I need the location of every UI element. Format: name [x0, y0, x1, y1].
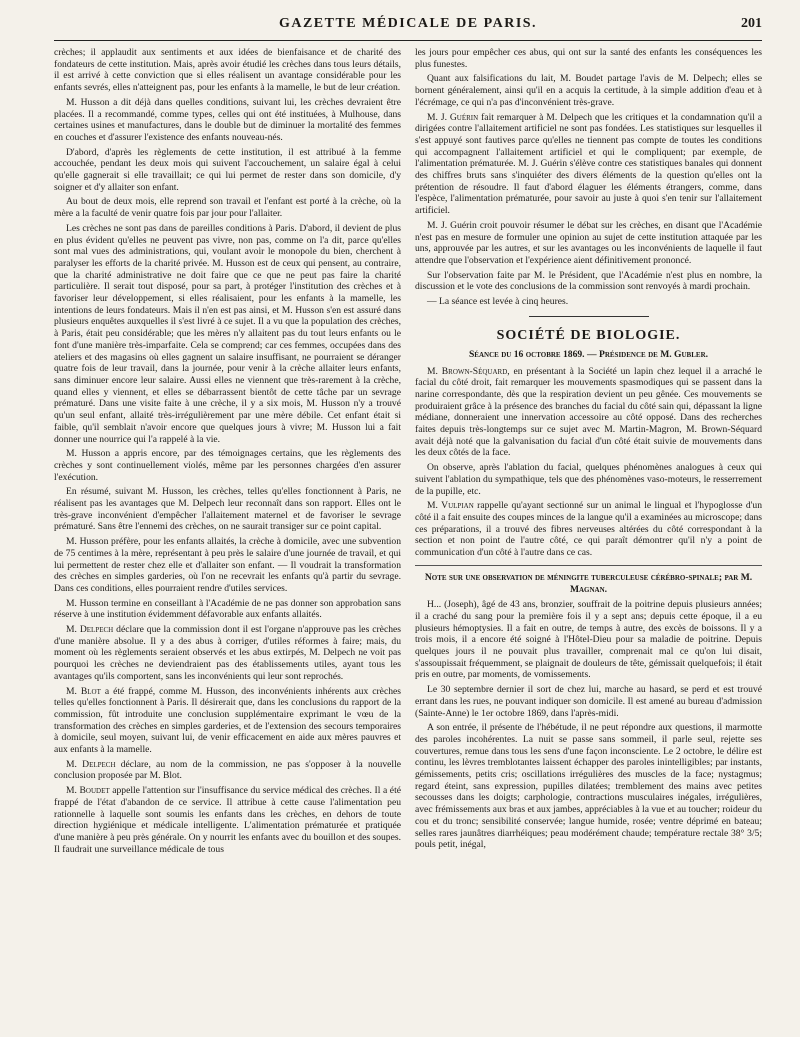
paragraph: M. Husson préfère, pour les enfants allaités, la crèche à domicile, avec une subvention de 75 centimes à la mère, représentant à peu près le salaire d'une journée de travail, et qui lui permettent de rester chez elle et d'allaiter son enfant. — Il voudrait la transformation des crèches en simples garderies, où l'on ne recevrait les enfants qu'à partir du sevrage. Dans ces conditions, elles pourraient rendre d'utiles services.	[54, 536, 401, 594]
right-column	[415, 47, 762, 1037]
session-heading: Séance du 16 octobre 1869. — Présidence de M. Gubler.	[468, 348, 709, 360]
paragraph: Le 30 septembre dernier il sort de chez lui, marche au hasard, se perd et est trouvé errant dans les rues, ne pouvant indiquer son domicile. Il est amené au bureau d'admission (Sainte-Anne) le 1er octobre 1869, dans l'après-midi.	[415, 684, 762, 719]
paragraph: A son entrée, il présente de l'hébétude, il ne peut répondre aux questions, il marmotte des paroles incohérentes. La nuit se passe sans sommeil, il parle seul, rejette ses couvertures, remue dans tous les sens d'une façon inconsciente. Le 2 octobre, le délire est continu, les lèvres tremblotantes laissent échapper des paroles inintelligibles; par instants, gémissements, petits cris; oscillations irrégulières des muscles de la face; nystagmus; regard éteint, sans expression, pupilles dilatées; tremblement des mains avec petites secousses dans les doigts; carphologie, contractions musculaires inégales, irrégulières, avec frémissements aux bras et aux jambes, appréciables à la vue et au toucher; roideur du cou et du tronc; sensibilité conservée; langue humide, rosée; ventre déprimé en bateau; selles rares jaunâtres diarrhéiques; peau modérément chaude; température rectale 38° 3/5; pouls petit, inégal,	[415, 722, 762, 851]
paragraph-text: , en présentant à la Société un lapin chez lequel il a arraché le facial du côté droit, fait remarquer les mouvements spasmodiques qui se passent dans la narine correspondante, dès que la respiration devient un peu gênée. Ces mouvements se produiraient grâce à la présence des branches du facial du côté sain qui, dépassant la ligne médiane, donneraient une innervation accessoire au côté opposé. Dans des recherches faites depuis très-longtemps sur ce sujet avec M. Martin-Magron, M. Brown-Séquard avait déjà noté que la galvanisation du facial d'un côté était suivie de mouvements dans les deux côtés de la face.	[415, 365, 762, 459]
paragraph-text: déclare que la commission dont il est l'organe n'approuve pas les crèches d'une manière absolue. Il y a des abus à corriger, d'utiles réformes à faire; mais, du moment où les règlements seraient observés et les abus extirpés, M. Delpech ne voit pas pourquoi les crèches ne deviendraient pas des établissements utiles, ayant tous les avantages qu'ils comportent, sans les inconvénients qui leur sont reprochés.	[54, 624, 401, 682]
speaker-name: M. Blot	[66, 685, 101, 697]
section-heading: SOCIÉTÉ DE BIOLOGIE.	[496, 327, 681, 343]
speaker-name: M. Delpech	[66, 758, 116, 770]
paragraph-text: fait remarquer à M. Delpech que les critiques et la condamnation qu'il a dirigées contre l'allaitement artificiel ne sont pas fondées. Les statistiques sur lesquelles il s'est appuyé sont fautives parce qu'elles ne tiennent pas compte de toutes les conditions qui accompagnent l'allaitement artificiel et qui le compliquent; par exemple, de l'alimentation prématurée. M. J. Guérin s'élève contre ces statistiques banales qui donnent des chiffres bruts sans s'inquiéter des divers éléments de la question qu'elles ont la prétention de résoudre. Il faut d'abord élaguer les éléments étrangers, comme, dans l'espèce, l'alimentation prématurée, pour savoir au juste à quoi s'en tenir sur l'allaitement artificiel.	[415, 111, 762, 217]
paragraph-text: déclare, au nom de la commission, ne pas s'opposer à la nouvelle conclusion proposée par M. Blot.	[54, 758, 401, 782]
paragraph	[54, 624, 401, 683]
paragraph: H... (Joseph), âgé de 43 ans, bronzier, souffrait de la poitrine depuis plusieurs années; il a craché du sang pour la première fois il y a sept ans; depuis cette époque, il a eu plusieurs hémoptysies. Il a fait en outre, de temps à autre, des excès de boissons. Il y a trois mois, il a encore été soigné à l'Hôtel-Dieu pour sa maladie de poitrine. Depuis quelques jours il ne pouvait plus travailler, comprenait mal ce qu'on lui disait, s'assoupissait fréquemment, se plaignait de douleurs de tête, gémissait quelquefois; il était pris en outre, par moments, de vomissements.	[415, 599, 762, 681]
speaker-name: M. Delpech	[66, 624, 114, 636]
page-number: 201	[741, 16, 762, 31]
section-divider	[529, 316, 649, 317]
paragraph-text: appelle l'attention sur l'insuffisance du service médical des crèches. Il a été frappé de l'état d'abandon de ce service. Il attribue à cette cause l'alimentation peu rationnelle à laquelle sont soumis les enfants dans les crèches, en dehors de toute direction hygiénique et médicale intelligente. L'alimentation prématurée et pratiquée d'une manière à peu près générale. On y nourrit les enfants avec du bouillon et des soupes. Il faudrait une surveillance médicale de tous	[54, 785, 401, 855]
paragraph: M. J. Guérin croit pouvoir résumer le débat sur les crèches, en disant que l'Académie n'est pas en mesure de formuler une opinion au sujet de cette institution attaquée par les uns, approuvée par les autres, et sur les avantages ou les inconvénients de laquelle il faut attendre que l'observation et l'expérience aient définitivement prononcé.	[415, 219, 762, 266]
speaker-name: M. Vulpian	[427, 500, 474, 512]
paragraph: Sur l'observation faite par M. le Président, que l'Académie n'est plus en nombre, la discussion et le vote des conclusions de la commission sont renvoyés à mardi prochain.	[415, 269, 762, 293]
text-columns	[54, 47, 762, 1037]
paragraph	[54, 785, 401, 855]
note-heading: Note sur une observation de méningite tuberculeuse cérébro-spinale; par M. Magnan.	[424, 571, 753, 595]
paragraph	[54, 759, 401, 782]
paragraph: Les crèches ne sont pas dans de pareilles conditions à Paris. D'abord, il devient de plus en plus évident qu'elles ne peuvent pas vivre, non pas, comme on l'a dit, parce qu'elles sont mal vues des administrations, qui, voulant avoir le monopole du bien, cherchent à paralyser les efforts de la charité privée. M. Husson est de ceux qui pensent, au contraire, que la charité administrative ne doit faire que ce que ne peut pas faire la charité particulière. Il serait tout disposé, pour sa part, à protéger l'institution des crèches et à favoriser leur développement, si elles réalisaient, pour les enfants à la mamelle, les intentions de leurs fondateurs. Mais il n'en est pas ainsi, et M. Husson s'en est assuré dans plusieurs enquêtes auxquelles il s'est livré à ce sujet. Il a vu que la population des crèches, à Paris, était peu considérable; que les mères n'y allaitent pas du tout leurs enfants ou le font d'une manière très-imparfaite. Cela se comprend; car ces femmes, occupées dans des ateliers et des magasins où elles gagnent un salaire insuffisant, ne pourraient se déranger quatre fois de leur travail, dans la journée, pour venir à la crèche allaiter leurs enfants, sans diminuer encore leur salaire. Aussi elles ne viennent que très-rarement à la crèche, quand elles y viennent, et elles se débarrassent bientôt de cette tâche par un sevrage prématuré. Dans une visite faite à une crèche, il y a six mois, M. Husson n'y a trouvé qu'un seul enfant, allaité très-irrégulièrement par une mère débile. Cet enfant était si faible, qu'il semblait n'avoir encore que quelques jours à vivre; M. Husson lui a fait donner une nourrice qui l'a rappelé à la vie.	[54, 222, 401, 445]
paragraph: Au bout de deux mois, elle reprend son travail et l'enfant est porté à la crèche, où la mère a la faculté de venir quatre fois par jour pour l'allaiter.	[54, 196, 401, 220]
session-end-note: — La séance est levée à cinq heures.	[427, 296, 569, 308]
paragraph: M. Husson a dit déjà dans quelles conditions, suivant lui, les crèches devraient être placées. Il a recommandé, comme types, celles qui ont été instituées, à Mulhouse, dans certaines usines et manufactures, dans le double but de diminuer la mortalité des femmes en couches et d'assurer l'existence des enfants nouveau-nés.	[54, 96, 401, 143]
paragraph: crèches; il applaudit aux sentiments et aux idées de bienfaisance et de charité des fondateurs de cette institution. Mais, après avoir étudié les crèches dans tous leurs détails, il est arrivé à cette conviction que si elles réalisent un avantage considérable pour les enfants sevrés, elles n'atteignent pas, pour les enfants à la mamelle, le but de leur création.	[54, 47, 401, 94]
paragraph	[415, 112, 762, 217]
paragraph	[415, 366, 762, 460]
paragraph: les jours pour empêcher ces abus, qui ont sur la santé des enfants les conséquences les plus funestes.	[415, 47, 762, 70]
journal-title: GAZETTE MÉDICALE DE PARIS.	[278, 16, 538, 31]
paragraph	[54, 686, 401, 756]
page-header	[54, 14, 762, 41]
paragraph: M. Husson termine en conseillant à l'Académie de ne pas donner son approbation sans réserve à une institution évidemment défavorable aux enfants allaités.	[54, 597, 401, 621]
paragraph: En résumé, suivant M. Husson, les crèches, telles qu'elles fonctionnent à Paris, ne réalisent pas les avantages que M. Delpech leur reconnaît dans son rapport. Elles ont le très-grave inconvénient d'empêcher l'allaitement maternel et de favoriser le sevrage prématuré. Sans être l'ennemi des crèches, on ne saurait transiger sur ce point capital.	[54, 486, 401, 533]
paragraph-text: rappelle qu'ayant sectionné sur un animal le lingual et l'hypoglosse d'un côté il a fait ensuite des coupes minces de la langue qu'il a examinées au microscope; dans ces préparations, il a trouvé des fibres nerveuses altérées du côté correspondant à la section et non point de l'autre côté, ce qui paraît démontrer qu'il n'y a point de communication d'un côté à l'autre dans ce cas.	[415, 500, 762, 559]
paragraph-text: a été frappé, comme M. Husson, des inconvénients inhérents aux crèches telles qu'elles fonctionnent à Paris. Il désirerait que, dans les conclusions du rapport de la commission, fût introduite une conclusion supplémentaire exprimant le vœu de la transformation des crèches en simples garderies, et de l'extension des secours temporaires à domicile, seul moyen, suivant lui, de venir efficacement en aide aux mères pauvres et aux enfants à la mamelle.	[54, 685, 401, 756]
paragraph	[415, 500, 762, 559]
paragraph: On observe, après l'ablation du facial, quelques phénomènes analogues à ceux qui suivent l'ablation du sympathique, tels que des phénomènes vaso-moteurs, le resserrement de la pupille, etc.	[415, 462, 762, 497]
paragraph: M. Husson a appris encore, par des témoignages certains, que les règlements des crèches y sont continuellement violés, même par les personnes chargées d'en assurer l'exécution.	[54, 448, 401, 483]
paragraph: Quant aux falsifications du lait, M. Boudet partage l'avis de M. Delpech; elles se bornent généralement, ainsi qu'il en a acquis la certitude, à la simple addition d'eau et à l'écrémage, ce qui n'a pas d'inconvénient très-grave.	[415, 73, 762, 108]
paragraph: D'abord, d'après les règlements de cette institution, il est attribué à la femme accouchée, pendant les deux mois qui suivent l'accouchement, un salaire égal à celui qu'elle gagnerait si elle travaillait; ce qui lui permet de rester dans son domicile, d'y soigner et d'y allaiter son enfant.	[54, 146, 401, 193]
left-column	[54, 47, 401, 1037]
speaker-name: M. Brown-Séquard	[427, 365, 508, 377]
speaker-name: M. Boudet	[66, 785, 110, 797]
speaker-name: M. J. Guérin	[427, 111, 479, 123]
divider	[415, 565, 762, 566]
